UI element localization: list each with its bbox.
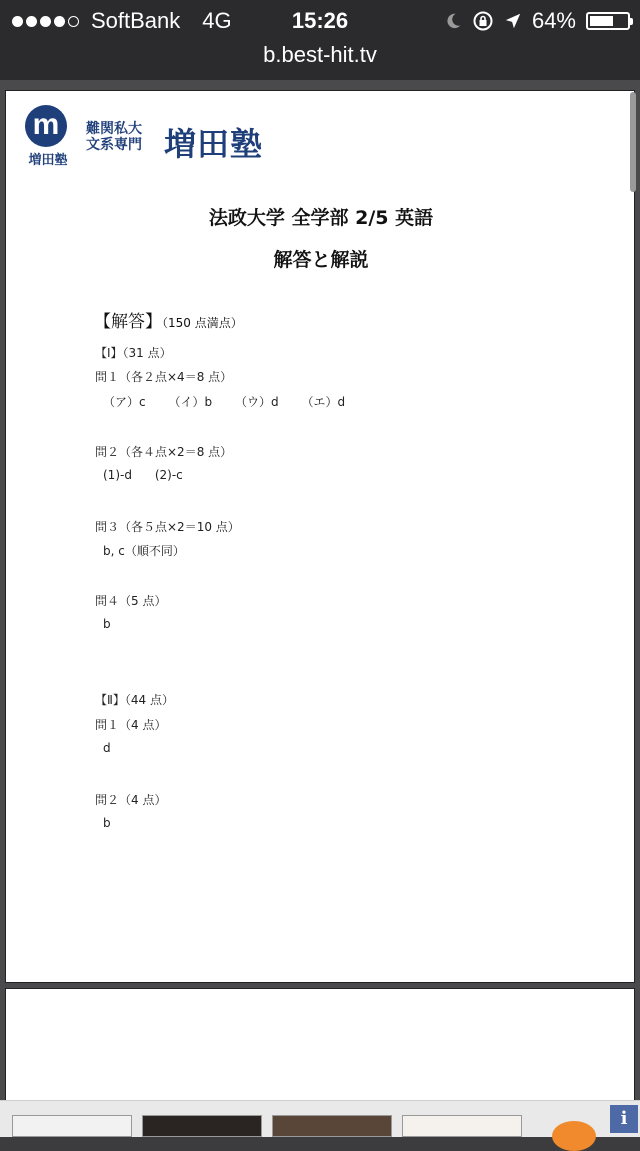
- question-heading: 問１（4 点）: [95, 718, 167, 732]
- answer-line: （ア）c （イ）b （ウ）d （エ）d: [103, 395, 346, 409]
- answer-line: b, c（順不同）: [103, 544, 185, 558]
- answer-line: b: [103, 617, 111, 631]
- question-heading: 問２（4 点）: [95, 793, 167, 807]
- answer-heading: [94, 307, 243, 332]
- network-type: 4G: [202, 8, 232, 33]
- ad-thumbnail[interactable]: [142, 1115, 262, 1137]
- carrier-name: SoftBank: [91, 8, 181, 33]
- logo-circle: m: [25, 105, 67, 147]
- battery-icon: [586, 12, 630, 30]
- logo-tagline-1: 難関私大: [86, 121, 142, 137]
- rotation-lock-icon: [472, 10, 494, 32]
- ad-thumbnail[interactable]: [272, 1115, 392, 1137]
- battery-percent: 64%: [531, 8, 576, 33]
- answer-line: b: [103, 816, 111, 830]
- ad-thumbnail[interactable]: [402, 1115, 522, 1137]
- question-heading: 問４（5 点）: [95, 594, 167, 608]
- document-viewer[interactable]: [0, 80, 640, 1100]
- answer-total-points: （150 点満点）: [162, 316, 243, 330]
- status-bar: [0, 6, 640, 38]
- top-bar: [0, 0, 640, 80]
- section-heading: 【Ⅱ】（44 点）: [95, 693, 174, 707]
- logo-mark: [22, 105, 70, 167]
- answer-line: (1)-d (2)-c: [103, 468, 183, 482]
- question-heading: 問３（各５点×2＝10 点）: [95, 520, 240, 534]
- section-heading: 【Ⅰ】（31 点）: [95, 346, 172, 360]
- logo-name: 増田塾: [164, 125, 264, 163]
- info-icon[interactable]: i: [610, 1105, 638, 1133]
- question-heading: 問１（各２点×4＝8 点）: [95, 370, 233, 384]
- moon-icon: [444, 12, 462, 30]
- logo-subtext: 増田塾: [28, 153, 68, 168]
- ad-thumbnail[interactable]: [532, 1115, 602, 1137]
- document-subtitle: 解答と解説: [273, 249, 369, 271]
- answer-line: d: [103, 741, 111, 755]
- document-title: 法政大学 全学部 2/5 英語: [208, 207, 434, 229]
- ad-banner[interactable]: [0, 1100, 640, 1137]
- logo: [22, 105, 282, 167]
- question-heading: 問２（各４点×2＝8 点）: [95, 445, 233, 459]
- pdf-page: [5, 90, 635, 983]
- clock: 15:26: [291, 8, 349, 33]
- ad-thumbnail[interactable]: [12, 1115, 132, 1137]
- location-icon: [504, 12, 522, 30]
- logo-tagline: [86, 121, 142, 153]
- answer-heading-label: 【解答】: [94, 312, 162, 332]
- scrollbar[interactable]: [630, 92, 636, 192]
- logo-tagline-2: 文系専門: [86, 137, 142, 153]
- url-bar[interactable]: b.best-hit.tv: [263, 42, 377, 67]
